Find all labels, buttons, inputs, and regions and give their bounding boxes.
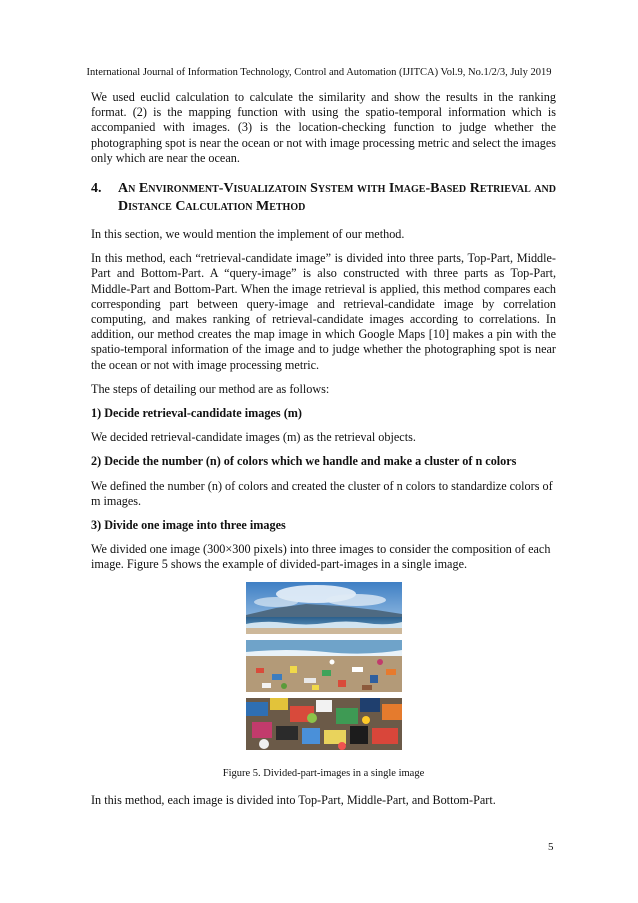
method-description-paragraph: In this method, each “retrieval-candidate image” is divided into three parts, Top-Part, Middle-Part and Bottom-Part. A “query-image” is also constructed with three parts as Top-Part, Middle-Part and Bottom-Part. When the image retrieval is applied, this method compares each corresponding part between query-image and retrieval-candidate image by correlation computing, and makes ranking of retrieval-candidate images according to correlations. In addition, our method creates the map image in which Google Maps [10] makes a pin with the spatio-temporal information of the image and to judge whether the photographing spot is near the ocean or not with image processing metric. [91, 251, 556, 372]
top-part-image [246, 582, 402, 634]
section-heading [91, 180, 556, 216]
step-2-text: We defined the number (n) of colors and created the cluster of n colors to standardize colors of m images. [91, 478, 553, 508]
intro-paragraph: We used euclid calculation to calculate the similarity and show the results in the ranking format. (2) is the mapping function with using the spatio-temporal information which is accompanied with images. (3) is the location-checking function to judge whether the photographing spot is near the ocean or not with image processing metric and select the images only which are near the ocean. [91, 90, 556, 165]
journal-header: International Journal of Information Technology, Control and Automation (IJITCA) Vol.9, No.1/2/3, July 2019 [86, 67, 552, 78]
section-title: An Environment-Visualizatoin System with Image-Based Retrieval and Distance Calculation Method [118, 181, 556, 215]
middle-part-image [246, 640, 402, 692]
figure-caption: Figure 5. Divided-part-images in a single image [222, 767, 425, 779]
section-intro-paragraph: In this section, we would mention the implement of our method. [91, 227, 405, 242]
section-number: 4. [91, 181, 102, 197]
step-1-heading: 1) Decide retrieval-candidate images (m) [91, 406, 302, 421]
step-3-text: We divided one image (300×300 pixels) into three images to consider the composition of each image. Figure 5 shows the example of divided-part-images in a single image. [91, 542, 551, 572]
step-1-text: We decided retrieval-candidate images (m) as the retrieval objects. [91, 430, 416, 445]
figure-5 [91, 582, 556, 756]
step-2-heading: 2) Decide the number (n) of colors which we handle and make a cluster of n colors [91, 454, 517, 469]
page-content [91, 90, 556, 817]
step-3-heading: 3) Divide one image into three images [91, 518, 286, 533]
steps-intro-paragraph: The steps of detailing our method are as follows: [91, 381, 330, 396]
closing-paragraph: In this method, each image is divided into Top-Part, Middle-Part, and Bottom-Part. [91, 792, 496, 807]
bottom-part-image [246, 698, 402, 750]
page-number: 5 [548, 841, 554, 853]
